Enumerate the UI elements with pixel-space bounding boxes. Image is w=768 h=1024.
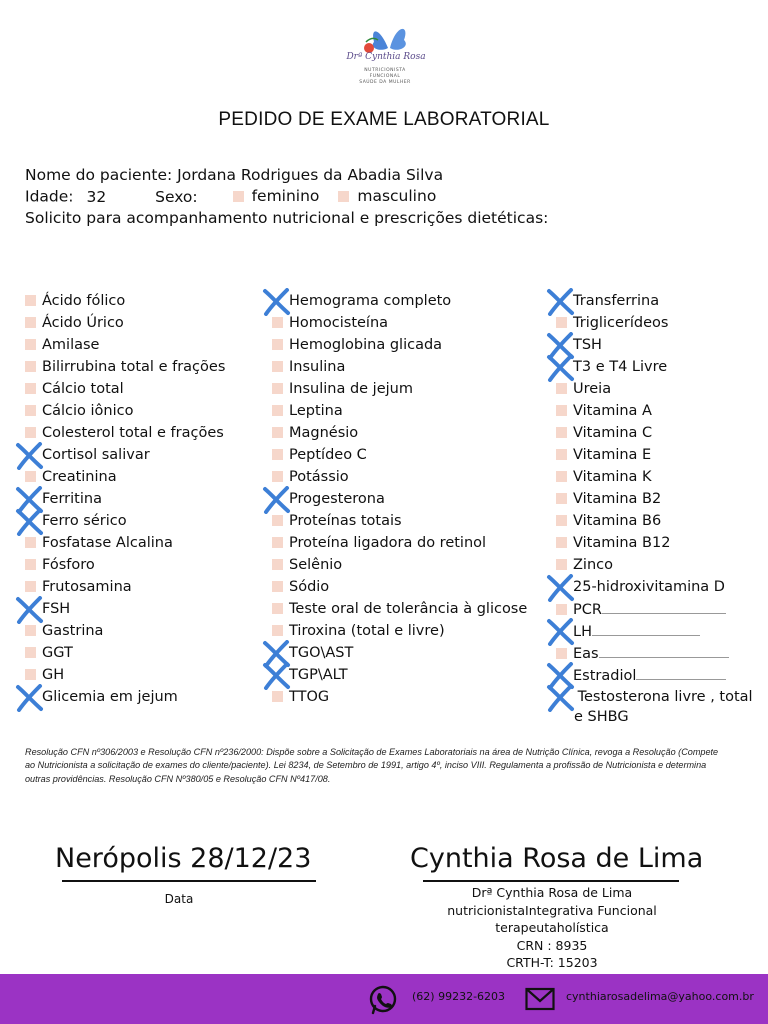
- exam-checkbox[interactable]: [556, 471, 567, 482]
- exam-label: Insulina: [289, 359, 346, 375]
- exam-label: Zinco: [573, 557, 613, 573]
- exam-item[interactable]: [25, 423, 225, 445]
- sex-checkbox[interactable]: [233, 191, 244, 202]
- signer-title: nutricionistaIntegrativa Funcional: [447, 902, 657, 918]
- exam-item[interactable]: [556, 533, 753, 555]
- check-x-mark-icon: [546, 574, 576, 602]
- exam-checkbox[interactable]: [25, 559, 36, 570]
- legal-text: Resolução CFN nº306/2003 e Resolução CFN nº236/2000: Dispõe sobre a Solicitação de Exames Laboratoriais na área de Nutrição Clínica, revoga a Resolução (Compete ao Nutricionista a solicitação de exames do cliente/paciente). Lei 8234, de Setembro de 1991, artigo 4º, inciso VIII. Regulamenta a profissão de Nutricionista e determina outras providências. Resolução CFN Nº380/05 e Resolução CFN Nº417/08.: [25, 747, 719, 784]
- exam-label: Peptídeo C: [289, 447, 367, 463]
- exam-checkbox[interactable]: [272, 581, 283, 592]
- fill-in-line: [602, 599, 726, 614]
- exam-label-continuation: e SHBG: [574, 709, 629, 725]
- exam-label: Testosterona livre , total: [573, 689, 753, 705]
- exam-label: Selênio: [289, 557, 343, 573]
- exam-label: Vitamina B12: [573, 535, 671, 551]
- exam-label: Cortisol salivar: [42, 447, 150, 463]
- exam-item[interactable]: [556, 621, 753, 643]
- sex-option-male[interactable]: masculino: [338, 187, 436, 205]
- exam-item[interactable]: [556, 291, 753, 313]
- exam-label: TGO\AST: [289, 645, 354, 661]
- whatsapp-icon[interactable]: [367, 984, 399, 1016]
- exam-item[interactable]: [25, 357, 225, 379]
- exam-column-3: [556, 291, 753, 725]
- logo-script-text: Drª Cynthia Rosa: [346, 52, 426, 62]
- exam-checkbox[interactable]: [25, 537, 36, 548]
- exam-label: Colesterol total e frações: [42, 425, 224, 441]
- exam-item[interactable]: [272, 555, 527, 577]
- signer-info: [417, 884, 687, 972]
- exam-item[interactable]: [272, 313, 527, 335]
- sex-option-female[interactable]: feminino: [233, 187, 320, 205]
- exam-column-1: [25, 291, 225, 709]
- exam-item[interactable]: [272, 533, 527, 555]
- exam-label: Gastrina: [42, 623, 104, 639]
- exam-label: Transferrina: [573, 293, 660, 309]
- exam-item[interactable]: [25, 401, 225, 423]
- exam-item[interactable]: [556, 401, 753, 423]
- check-x-mark-icon: [262, 662, 292, 690]
- exam-label: Vitamina B6: [573, 513, 662, 529]
- exam-label: Ureia: [573, 381, 612, 397]
- exam-label: TSH: [573, 337, 602, 353]
- exam-label: PCR: [573, 602, 602, 618]
- exam-item[interactable]: [25, 533, 225, 555]
- exam-label: Progesterona: [289, 491, 385, 507]
- exam-item[interactable]: [556, 335, 753, 357]
- exam-checkbox[interactable]: [25, 471, 36, 482]
- exam-item[interactable]: [25, 467, 225, 489]
- exam-item[interactable]: [25, 313, 225, 335]
- exam-label: Potássio: [289, 469, 349, 485]
- exam-column-2: [272, 291, 527, 709]
- exam-label: Bilirrubina total e frações: [42, 359, 226, 375]
- exam-item[interactable]: [272, 577, 527, 599]
- exam-checkbox[interactable]: [272, 559, 283, 570]
- check-x-mark-icon: [546, 684, 576, 712]
- exam-item[interactable]: [25, 599, 225, 621]
- exam-checkbox[interactable]: [272, 339, 283, 350]
- patient-age-sex: [25, 187, 436, 206]
- exam-label: Eas: [573, 646, 599, 662]
- exam-item[interactable]: [272, 335, 527, 357]
- check-x-mark-icon: [15, 596, 45, 624]
- page-title: PEDIDO DE EXAME LABORATORIAL: [218, 109, 550, 130]
- exam-item[interactable]: [272, 423, 527, 445]
- exam-checkbox[interactable]: [272, 427, 283, 438]
- exam-checkbox[interactable]: [25, 427, 36, 438]
- exam-item[interactable]: [25, 335, 225, 357]
- exam-checkbox[interactable]: [272, 537, 283, 548]
- exam-item[interactable]: [556, 445, 753, 467]
- exam-checkbox[interactable]: [272, 471, 283, 482]
- exam-label: Fosfatase Alcalina: [42, 535, 173, 551]
- exam-item[interactable]: [25, 665, 225, 687]
- exam-checkbox[interactable]: [25, 339, 36, 350]
- exam-checkbox[interactable]: [25, 647, 36, 658]
- exam-label: Hemograma completo: [289, 293, 452, 309]
- exam-label: GH: [42, 667, 65, 683]
- exam-label: Leptina: [289, 403, 343, 419]
- exam-label: GGT: [42, 645, 73, 661]
- exam-checkbox[interactable]: [272, 317, 283, 328]
- exam-item[interactable]: [272, 665, 527, 687]
- exam-label: TTOG: [289, 689, 330, 705]
- exam-label: Cálcio iônico: [42, 403, 134, 419]
- signer-crn: CRN : 8935: [516, 937, 588, 953]
- exam-label: Vitamina B2: [573, 491, 662, 507]
- check-x-mark-icon: [546, 618, 576, 646]
- exam-checkbox[interactable]: [25, 669, 36, 680]
- exam-item[interactable]: [556, 467, 753, 489]
- exam-item[interactable]: [556, 379, 753, 401]
- exam-label: Hemoglobina glicada: [289, 337, 443, 353]
- exam-item[interactable]: [25, 291, 225, 313]
- exam-item[interactable]: [556, 313, 753, 335]
- check-x-mark-icon: [262, 288, 292, 316]
- exam-label: Homocisteína: [289, 315, 389, 331]
- exam-label: Ferritina: [42, 491, 102, 507]
- exam-item[interactable]: [272, 643, 527, 665]
- exam-item[interactable]: [272, 401, 527, 423]
- exam-label: Sódio: [289, 579, 330, 595]
- exam-checkbox[interactable]: [556, 604, 567, 615]
- check-x-mark-icon: [546, 288, 576, 316]
- exam-checkbox[interactable]: [556, 493, 567, 504]
- exam-label: 25-hidroxivitamina D: [573, 579, 725, 595]
- footer-phone[interactable]: (62) 99232-6203: [412, 990, 506, 1003]
- exam-item[interactable]: [556, 665, 753, 687]
- exam-item[interactable]: [556, 687, 753, 725]
- exam-checkbox[interactable]: [25, 317, 36, 328]
- exam-checkbox[interactable]: [272, 625, 283, 636]
- exam-item[interactable]: [272, 445, 527, 467]
- exam-label: FSH: [42, 601, 71, 617]
- exam-item[interactable]: [272, 599, 527, 621]
- exam-label: Cálcio total: [42, 381, 124, 397]
- exam-checkbox[interactable]: [272, 383, 283, 394]
- exam-label: Ácido Úrico: [42, 315, 124, 331]
- sex-checkbox[interactable]: [338, 191, 349, 202]
- exam-label: Proteína ligadora do retinol: [289, 535, 487, 551]
- exam-item[interactable]: [556, 357, 753, 379]
- exam-item[interactable]: [556, 555, 753, 577]
- exam-item[interactable]: [25, 489, 225, 511]
- exam-item[interactable]: [272, 357, 527, 379]
- exam-label: Creatinina: [42, 469, 117, 485]
- exam-item[interactable]: [272, 379, 527, 401]
- exam-label: LH: [573, 624, 592, 640]
- exam-checkbox[interactable]: [25, 625, 36, 636]
- exam-checkbox[interactable]: [25, 581, 36, 592]
- logo-subtitle: NUTRICIONISTA FUNCIONAL SAÚDE DA MULHER: [359, 68, 411, 85]
- exam-checkbox[interactable]: [556, 515, 567, 526]
- exam-label: Magnésio: [289, 425, 359, 441]
- exam-item[interactable]: [25, 687, 225, 709]
- exam-label: Vitamina E: [573, 447, 652, 463]
- check-x-mark-icon: [15, 508, 45, 536]
- exam-label: Fósforo: [42, 557, 95, 573]
- request-line: Solicito para acompanhamento nutricional e prescrições dietéticas:: [25, 209, 549, 227]
- exam-label: Tiroxina (total e livre): [289, 623, 445, 639]
- fill-in-line: [592, 621, 700, 636]
- exam-item[interactable]: [25, 643, 225, 665]
- exam-label: Teste oral de tolerância à glicose: [289, 601, 528, 617]
- exam-item[interactable]: [25, 577, 225, 599]
- exam-label: Ácido fólico: [42, 293, 126, 309]
- exam-checkbox[interactable]: [556, 559, 567, 570]
- exam-item[interactable]: [556, 511, 753, 533]
- exam-checkbox[interactable]: [272, 361, 283, 372]
- exam-checkbox[interactable]: [556, 537, 567, 548]
- exam-checkbox[interactable]: [272, 405, 283, 416]
- exam-item[interactable]: [25, 555, 225, 577]
- patient-name: Nome do paciente: Jordana Rodrigues da Abadia Silva: [25, 166, 444, 184]
- exam-label: Proteínas totais: [289, 513, 402, 529]
- exam-label: Frutosamina: [42, 579, 132, 595]
- exam-label: Amilase: [42, 337, 100, 353]
- exam-checkbox[interactable]: [272, 515, 283, 526]
- signature-line: [423, 880, 679, 882]
- exam-label: T3 e T4 Livre: [573, 359, 668, 375]
- sex-label: Sexo:: [155, 187, 198, 206]
- exam-label: TGP\ALT: [289, 667, 348, 683]
- exam-item[interactable]: [25, 511, 225, 533]
- exam-item[interactable]: [272, 621, 527, 643]
- check-x-mark-icon: [15, 442, 45, 470]
- check-x-mark-icon: [262, 486, 292, 514]
- age-value: 32: [86, 187, 107, 206]
- exam-item[interactable]: [25, 379, 225, 401]
- exam-checkbox[interactable]: [25, 405, 36, 416]
- exam-checkbox[interactable]: [556, 405, 567, 416]
- exam-checkbox[interactable]: [25, 383, 36, 394]
- check-x-mark-icon: [546, 354, 576, 382]
- signer-name: Drª Cynthia Rosa de Lima: [471, 885, 633, 900]
- exam-item[interactable]: [272, 467, 527, 489]
- logo: [340, 18, 430, 100]
- exam-item[interactable]: [272, 489, 527, 511]
- signer-crth: CRTH-T: 15203: [506, 955, 598, 970]
- exam-checkbox[interactable]: [556, 427, 567, 438]
- envelope-icon[interactable]: [525, 987, 555, 1011]
- exam-checkbox[interactable]: [556, 449, 567, 460]
- exam-checkbox[interactable]: [272, 691, 283, 702]
- exam-item[interactable]: [556, 577, 753, 599]
- check-x-mark-icon: [15, 684, 45, 712]
- signer-title-2: terapeutaholística: [495, 920, 609, 935]
- exam-checkbox[interactable]: [25, 295, 36, 306]
- exam-checkbox[interactable]: [272, 603, 283, 614]
- fill-in-line: [636, 665, 726, 680]
- footer-email[interactable]: cynthiarosadelima@yahoo.com.br: [566, 990, 754, 1003]
- exam-checkbox[interactable]: [25, 361, 36, 372]
- exam-item[interactable]: [272, 511, 527, 533]
- exam-label: Vitamina A: [573, 403, 652, 419]
- exam-checkbox[interactable]: [272, 449, 283, 460]
- age-label: Idade:: [25, 187, 74, 206]
- exam-label: Triglicerídeos: [573, 315, 669, 331]
- exam-checkbox[interactable]: [556, 383, 567, 394]
- exam-label: Insulina de jejum: [289, 381, 413, 397]
- exam-label: Vitamina K: [573, 469, 652, 485]
- signature: Cynthia Rosa de Lima: [410, 843, 704, 874]
- exam-item[interactable]: [556, 643, 753, 665]
- exam-item[interactable]: [556, 423, 753, 445]
- exam-item[interactable]: [25, 621, 225, 643]
- exam-item[interactable]: [25, 445, 225, 467]
- exam-label: Glicemia em jejum: [42, 689, 178, 705]
- exam-label: Vitamina C: [573, 425, 653, 441]
- place-date: Nerópolis 28/12/23: [55, 843, 312, 874]
- date-label: Data: [164, 892, 194, 906]
- exam-checkbox[interactable]: [556, 648, 567, 659]
- exam-item[interactable]: [556, 599, 753, 621]
- date-signature-line: [62, 880, 316, 882]
- exam-item[interactable]: [556, 489, 753, 511]
- fill-in-line: [599, 643, 729, 658]
- exam-item[interactable]: [272, 291, 527, 313]
- exam-label: Ferro sérico: [42, 513, 127, 529]
- exam-label: Estradiol: [573, 668, 637, 684]
- exam-item[interactable]: [272, 687, 527, 709]
- exam-checkbox[interactable]: [556, 317, 567, 328]
